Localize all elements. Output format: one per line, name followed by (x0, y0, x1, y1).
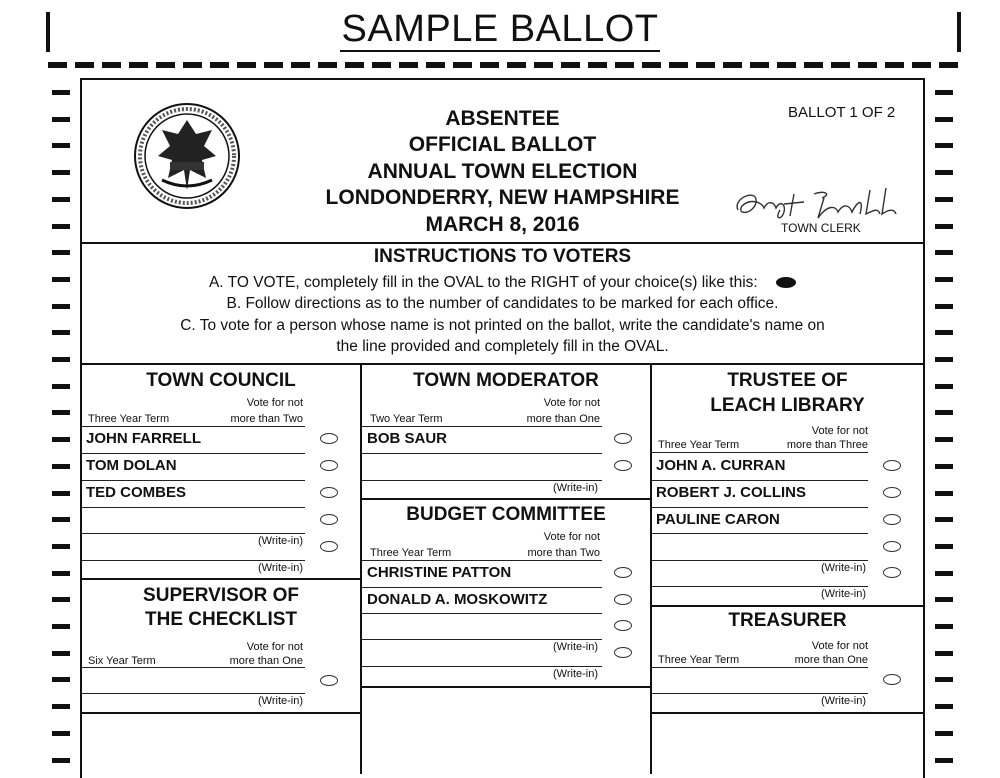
timing-mark (52, 330, 70, 335)
write-in-label: (Write-in) (820, 588, 866, 600)
vote-oval-tom-dolan[interactable] (320, 460, 338, 471)
timing-mark (935, 277, 953, 282)
timing-mark (52, 731, 70, 736)
vote-oval-christine-patton[interactable] (614, 567, 632, 578)
rule (362, 560, 602, 561)
timing-mark (52, 277, 70, 282)
timing-mark (935, 224, 953, 229)
vote-oval-budget-write-in-2[interactable] (614, 647, 632, 658)
section-divider (360, 498, 652, 500)
timing-mark (935, 197, 953, 202)
vote-oval-donald-moskowitz[interactable] (614, 594, 632, 605)
timing-mark (52, 170, 70, 175)
timing-mark (935, 464, 953, 469)
vote-oval-budget-write-in-1[interactable] (614, 620, 632, 631)
election-name: ANNUAL TOWN ELECTION (367, 160, 638, 183)
timing-mark (935, 491, 953, 496)
vote-oval-trustee-write-in-1[interactable] (883, 541, 901, 552)
timing-mark (935, 304, 953, 309)
timing-mark (52, 250, 70, 255)
timing-mark (935, 758, 953, 763)
budget-committee-vote-line1: Vote for not (543, 531, 600, 543)
timing-mark (935, 517, 953, 522)
write-in-line-budget-2[interactable] (362, 666, 602, 667)
town-moderator-vote-line1: Vote for not (543, 397, 600, 409)
instruction-c-line2: the line provided and completely fill in the OVAL. (336, 338, 669, 355)
trustee-vote-line1: Vote for not (811, 425, 868, 437)
timing-mark (935, 731, 953, 736)
timing-mark (52, 651, 70, 656)
write-in-label: (Write-in) (552, 482, 598, 494)
candidate-pauline-caron: PAULINE CARON (656, 511, 780, 528)
ballot-count: BALLOT 1 OF 2 (788, 104, 896, 121)
section-divider (80, 578, 362, 580)
timing-mark (52, 90, 70, 95)
rule (82, 426, 305, 427)
vote-oval-john-farrell[interactable] (320, 433, 338, 444)
vote-oval-moderator-write-in[interactable] (614, 460, 632, 471)
treasurer-vote-line1: Vote for not (811, 640, 868, 652)
timing-mark (52, 410, 70, 415)
rule (652, 533, 868, 534)
write-in-line-1[interactable] (82, 533, 305, 534)
ballot-heading: OFFICIAL BALLOT (408, 133, 597, 156)
vote-oval-trustee-write-in-2[interactable] (883, 567, 901, 578)
timing-mark (52, 357, 70, 362)
rule (362, 426, 602, 427)
vote-oval-ted-combes[interactable] (320, 487, 338, 498)
timing-mark (935, 330, 953, 335)
write-in-line-treasurer[interactable] (652, 693, 868, 694)
supervisor-vote-line2: more than One (229, 655, 303, 667)
timing-mark (52, 197, 70, 202)
budget-committee-title: BUDGET COMMITTEE (406, 504, 606, 525)
clerk-title: TOWN CLERK (781, 221, 861, 235)
town-moderator-title: TOWN MODERATOR (413, 370, 599, 391)
timing-mark (935, 117, 953, 122)
write-in-line-budget-1[interactable] (362, 639, 602, 640)
dashed-border (48, 62, 960, 68)
timing-mark (935, 571, 953, 576)
rule (362, 453, 602, 454)
timing-mark (52, 571, 70, 576)
write-in-label: (Write-in) (552, 641, 598, 653)
rule (362, 613, 602, 614)
vote-oval-treasurer-write-in[interactable] (883, 674, 901, 685)
timing-mark (935, 624, 953, 629)
timing-mark (52, 384, 70, 389)
filled-oval-example-icon (776, 277, 796, 288)
rule (82, 667, 305, 668)
town-council-vote-line1: Vote for not (246, 397, 303, 409)
timing-mark (52, 624, 70, 629)
instructions-divider (80, 363, 925, 365)
timing-mark (52, 491, 70, 496)
town-moderator-vote-line2: more than One (526, 413, 600, 425)
timing-mark (935, 384, 953, 389)
timing-mark (935, 357, 953, 362)
trustee-title-line1: TRUSTEE OF (727, 370, 848, 391)
write-in-label: (Write-in) (820, 695, 866, 707)
timing-mark (935, 410, 953, 415)
town-council-term: Three Year Term (88, 413, 170, 425)
instructions-title: INSTRUCTIONS TO VOTERS (373, 246, 632, 267)
town-seal-icon (132, 100, 242, 212)
candidate-john-farrell: JOHN FARRELL (86, 430, 202, 447)
instruction-a: A. TO VOTE, completely fill in the OVAL to the RIGHT of your choice(s) like this: (82, 272, 923, 293)
left-edge-bar (46, 12, 50, 52)
section-divider (80, 712, 362, 714)
rule (82, 453, 305, 454)
timing-mark (52, 677, 70, 682)
rule (82, 480, 305, 481)
write-in-label: (Write-in) (257, 695, 303, 707)
timing-mark (935, 437, 953, 442)
rule (652, 667, 868, 668)
town-moderator-term: Two Year Term (370, 413, 443, 425)
town-council-title: TOWN COUNCIL (146, 370, 296, 391)
ballot-type: ABSENTEE (445, 107, 560, 130)
candidate-christine-patton: CHRISTINE PATTON (367, 564, 512, 581)
timing-mark (935, 597, 953, 602)
timing-mark (935, 677, 953, 682)
write-in-line-2[interactable] (82, 560, 305, 561)
timing-mark (52, 143, 70, 148)
budget-committee-term: Three Year Term (370, 547, 452, 559)
trustee-vote-line2: more than Three (786, 439, 868, 451)
section-divider (650, 605, 925, 607)
rule (652, 452, 868, 453)
timing-mark (52, 704, 70, 709)
vote-oval-robert-collins[interactable] (883, 487, 901, 498)
timing-mark (52, 544, 70, 549)
timing-mark (935, 90, 953, 95)
write-in-line-trustee-1[interactable] (652, 560, 868, 561)
timing-mark (52, 517, 70, 522)
write-in-line-supervisor[interactable] (82, 693, 305, 694)
vote-oval-supervisor-write-in[interactable] (320, 675, 338, 686)
supervisor-term: Six Year Term (88, 655, 156, 667)
town-name: LONDONDERRY, NEW HAMPSHIRE (325, 186, 680, 209)
write-in-label: (Write-in) (820, 562, 866, 574)
page-title: SAMPLE BALLOT (341, 8, 659, 50)
vote-oval-pauline-caron[interactable] (883, 514, 901, 525)
rule (652, 480, 868, 481)
candidate-tom-dolan: TOM DOLAN (86, 457, 177, 474)
write-in-label: (Write-in) (257, 535, 303, 547)
clerk-signature-icon (728, 180, 910, 224)
instruction-b: B. Follow directions as to the number of candidates to be marked for each office. (226, 295, 779, 312)
vote-oval-write-in-1[interactable] (320, 514, 338, 525)
timing-mark (52, 464, 70, 469)
candidate-donald-moskowitz: DONALD A. MOSKOWITZ (367, 591, 548, 608)
budget-committee-vote-line2: more than Two (527, 547, 600, 559)
timing-mark (935, 651, 953, 656)
supervisor-title-line2: THE CHECKLIST (145, 609, 297, 630)
section-divider (360, 686, 652, 688)
rule (652, 507, 868, 508)
treasurer-title: TREASURER (728, 610, 847, 631)
vote-oval-bob-saur[interactable] (614, 433, 632, 444)
timing-mark (52, 758, 70, 763)
timing-mark (52, 437, 70, 442)
timing-mark (52, 597, 70, 602)
timing-mark (52, 117, 70, 122)
write-in-line-moderator[interactable] (362, 480, 602, 481)
candidate-ted-combes: TED COMBES (86, 484, 187, 501)
vote-oval-write-in-2[interactable] (320, 541, 338, 552)
candidate-bob-saur: BOB SAUR (367, 430, 448, 447)
instruction-c-line1: C. To vote for a person whose name is not printed on the ballot, write the candidate's name on (180, 317, 825, 334)
timing-mark (52, 304, 70, 309)
treasurer-vote-line2: more than One (794, 654, 868, 666)
trustee-title-line2: LEACH LIBRARY (710, 395, 865, 416)
trustee-term: Three Year Term (658, 439, 740, 451)
supervisor-vote-line1: Vote for not (246, 641, 303, 653)
candidate-john-curran: JOHN A. CURRAN (656, 457, 786, 474)
vote-oval-john-curran[interactable] (883, 460, 901, 471)
treasurer-term: Three Year Term (658, 654, 740, 666)
election-date: MARCH 8, 2016 (425, 213, 580, 236)
write-in-label: (Write-in) (257, 562, 303, 574)
timing-mark (935, 704, 953, 709)
write-in-line-trustee-2[interactable] (652, 586, 868, 587)
rule (82, 507, 305, 508)
town-council-vote-line2: more than Two (230, 413, 303, 425)
write-in-label: (Write-in) (552, 668, 598, 680)
timing-mark (52, 224, 70, 229)
rule (362, 587, 602, 588)
candidate-robert-collins: ROBERT J. COLLINS (656, 484, 807, 501)
timing-mark (935, 250, 953, 255)
supervisor-title-line1: SUPERVISOR OF (143, 585, 299, 606)
section-divider (650, 712, 925, 714)
timing-mark (935, 170, 953, 175)
timing-mark (935, 143, 953, 148)
header-divider (80, 242, 925, 244)
timing-mark (935, 544, 953, 549)
right-edge-bar (957, 12, 961, 52)
